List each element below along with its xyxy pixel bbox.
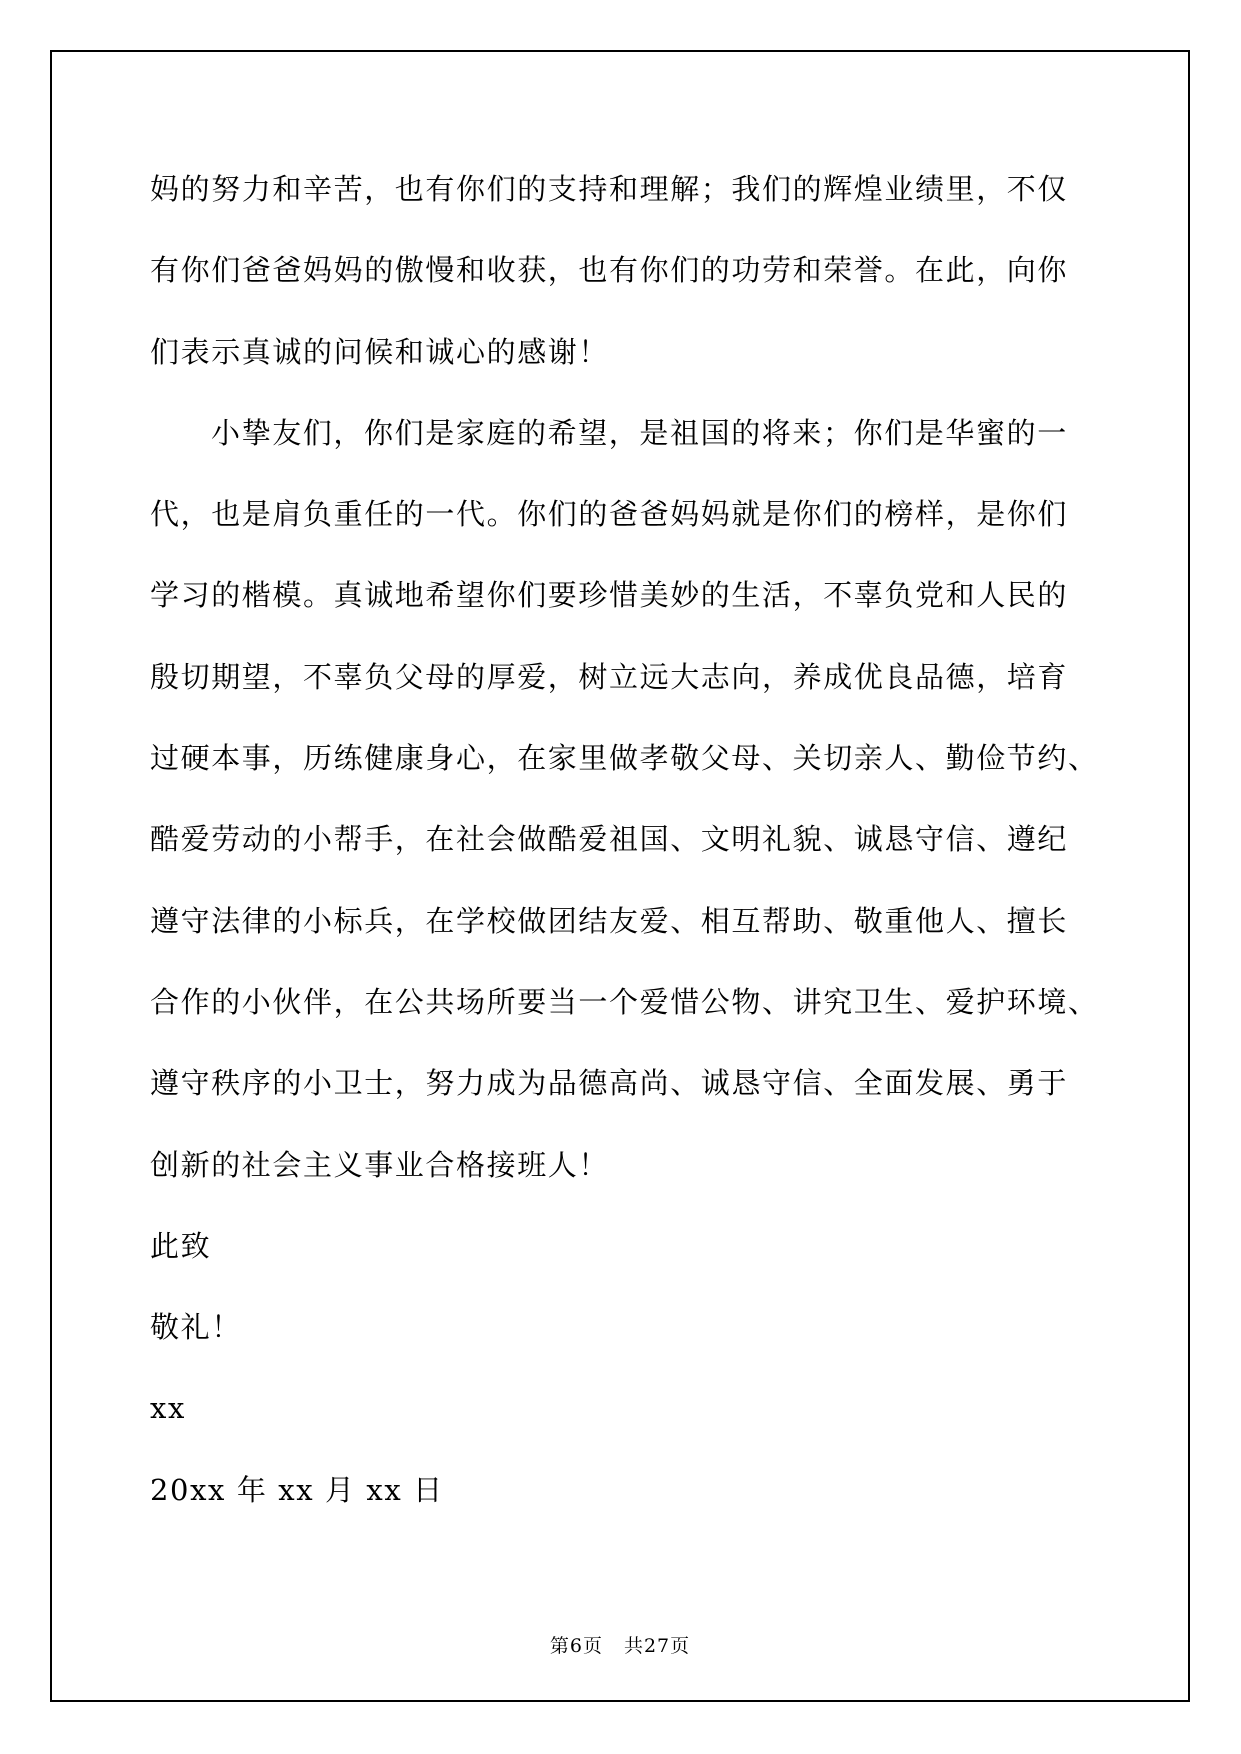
text-line: 遵守法律的小标兵，在学校做团结友爱、相互帮助、敬重他人、擅长 [150, 903, 1069, 938]
text-line: 敬礼！ [150, 1310, 242, 1345]
text-line: 此致 [150, 1228, 212, 1263]
text-line: 遵守秩序的小卫士，努力成为品德高尚、诚恳守信、全面发展、勇于 [150, 1066, 1069, 1101]
text-line: 殷切期望，不辜负父母的厚爱，树立远大志向，养成优良品德，培育 [150, 659, 1069, 694]
text-line: 20xx 年 xx 月 xx 日 [150, 1472, 444, 1507]
page-footer [52, 1631, 1188, 1658]
page-total-label: 共27页 [623, 1635, 691, 1657]
text-line: 有你们爸爸妈妈的傲慢和收获，也有你们的功劳和荣誉。在此，向你 [150, 253, 1069, 288]
text-line: 合作的小伙伴，在公共场所要当一个爱惜公物、讲究卫生、爱护环境、 [150, 984, 1099, 1019]
text-line: 代，也是肩负重任的一代。你们的爸爸妈妈就是你们的榜样，是你们 [150, 497, 1069, 532]
text-line: 小挚友们，你们是家庭的希望，是祖国的将来；你们是华蜜的一 [211, 415, 1068, 450]
text-line: 过硬本事，历练健康身心，在家里做孝敬父母、关切亲人、勤俭节约、 [150, 741, 1099, 776]
text-line: 学习的楷模。真诚地希望你们要珍惜美妙的生活，不辜负党和人民的 [150, 578, 1069, 613]
text-line: 创新的社会主义事业合格接班人！ [150, 1147, 610, 1182]
text-line: 们表示真诚的问候和诚心的感谢！ [150, 334, 610, 369]
page-number-label: 第6页 [549, 1635, 603, 1657]
page-border [50, 50, 1190, 1702]
text-line: xx [150, 1391, 186, 1426]
text-line: 酷爱劳动的小帮手，在社会做酷爱祖国、文明礼貌、诚恳守信、遵纪 [150, 822, 1069, 857]
text-line: 妈的努力和辛苦，也有你们的支持和理解；我们的辉煌业绩里，不仅 [150, 172, 1069, 206]
text-body [150, 149, 1099, 1531]
